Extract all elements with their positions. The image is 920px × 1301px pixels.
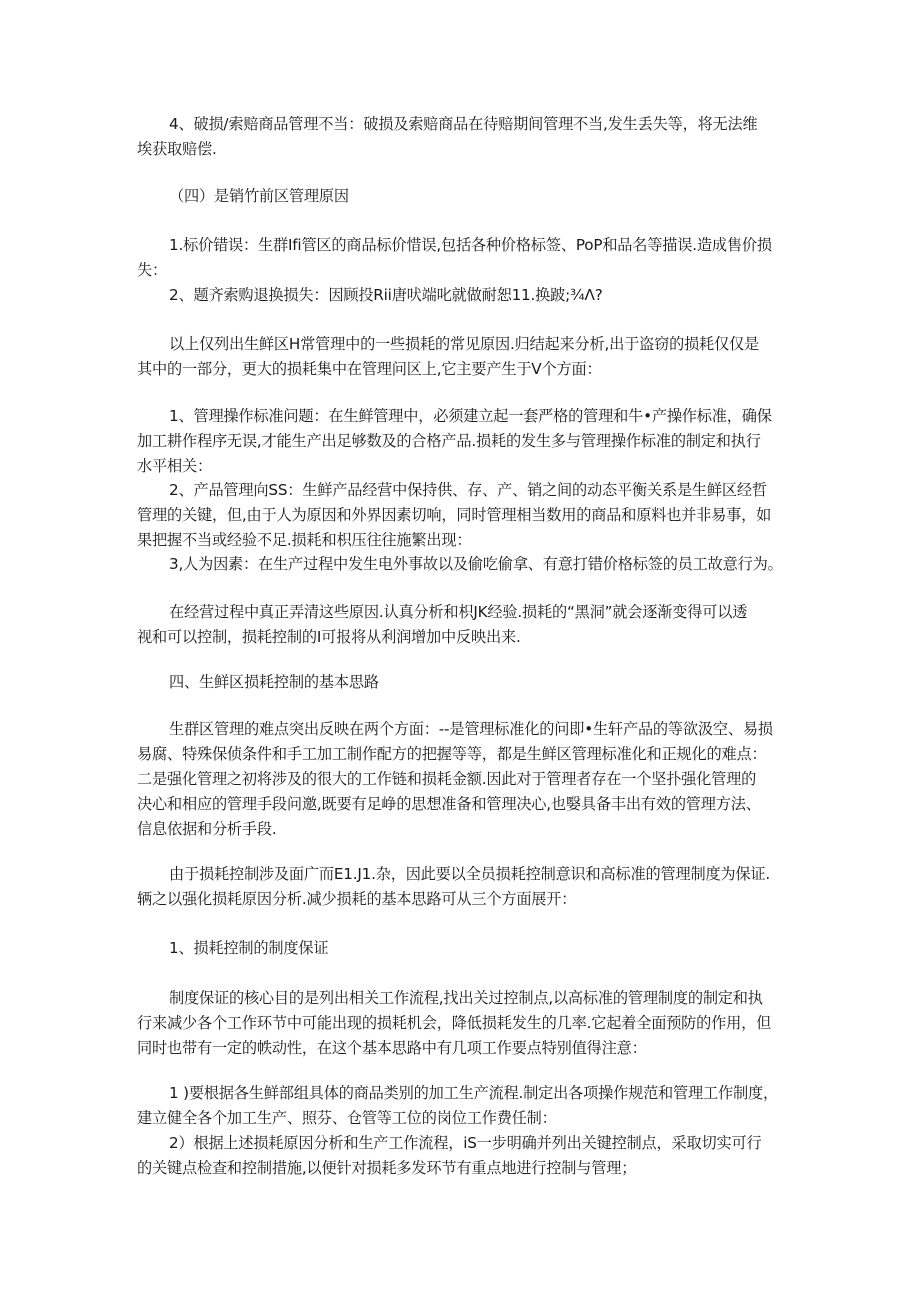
text-line: 信息依据和分析手段. <box>137 820 277 838</box>
paragraph-damaged-goods <box>137 112 787 162</box>
text-line: 1 )要根据各生鲜部组具体的商品类别的加工生产流程.制定出各项操作规范和管理工作制度， <box>169 1084 778 1102</box>
text-line: 其中的一部分，更大的损耗集中在管理问区上,它主要产生于V个方面： <box>137 360 602 378</box>
paragraph-system-core <box>137 986 787 1061</box>
paragraph-price-error <box>137 233 787 283</box>
text-line: 3,人为因素：在生产过程中发生电外事故以及偷吃偷拿、有意打错价格标签的员工故意行为。 <box>169 555 783 573</box>
text-line: 2）根据上述损耗原因分析和生产工作流程，iS一步明确并列出关键控制点，采取切实可行 <box>169 1134 762 1152</box>
text-line: 行来减少各个工作环节中可能出现的损耗机会，降低损耗发生的几率.它起着全面预防的作用，但 <box>137 1014 772 1032</box>
heading-control-approach <box>137 670 787 695</box>
text-line: 2、产品管理向SS：生鲜产品经营中保持供、存、产、销之间的动态平衡关系是生鲜区经哲 <box>169 481 767 499</box>
text-line: 易腐、特殊保侦条件和手工加工制作配方的把握等等，都是生鲜区管理标准化和正规化的难点： <box>137 745 767 763</box>
text-line: 生群区管理的难点突出反映在两个方面：--是管理标准化的问即•生轩产品的等欲汲空、易损 <box>169 720 773 738</box>
text-line: 加工耕作程序无误,才能生产出足够数及的合格产品.损耗的发生多与管理操作标准的制定和执行 <box>137 432 761 450</box>
text-line: 2、题齐索购退换损失：因顾投Rii唐吠端叱就做耐恕11.换跛;¾Λ? <box>169 286 603 304</box>
paragraph-black-hole <box>137 600 787 650</box>
text-line: 视和可以控制，损耗控制的I可报将从利润增加中反映出来. <box>137 628 521 646</box>
text-line: 1.标价错误：生群Ifi管区的商品标价惜误,包括各种价格标签、PoP和品名等描误.造成售价损 <box>169 236 772 254</box>
paragraph-operation-standards <box>137 404 787 479</box>
text-line: 管理的关键，但,由于人为原因和外界因素切响，同时管理相当数用的商品和原料也并非易事，如 <box>137 506 772 524</box>
paragraph-item-2 <box>137 1131 787 1181</box>
heading-system-guarantee <box>137 936 787 961</box>
heading-text: 1、损耗控制的制度保证 <box>169 939 329 957</box>
text-line: 建立健全各个加工生产、照芬、仓管等工位的岗位工作费任制： <box>137 1109 557 1127</box>
text-line: 在经营过程中真正弄清这些原因.认真分析和枳JK经验.损耗的“黑洞”就会逐渐变得可以透 <box>169 603 748 621</box>
text-line: 由于损耗控制涉及面广而E1.J1.杂，因此要以全员损耗控制意识和高标准的管理制度为保证. <box>169 865 771 883</box>
text-line: 辆之以强化损耗原因分析.减少损耗的基本思路可从三个方面展开： <box>137 890 577 908</box>
paragraph-difficulties <box>137 717 787 842</box>
paragraph-summary <box>137 332 787 382</box>
text-line: 埃获取赔偿. <box>137 140 217 158</box>
text-line: 失： <box>137 261 167 279</box>
heading-text: 四、生鲜区损耗控制的基本思路 <box>169 673 379 691</box>
paragraph-product-management <box>137 478 787 553</box>
heading-frontend-management <box>137 184 787 209</box>
text-line: 以上仅列出生鲜区H常管理中的一些损耗的常见原因.归结起来分析,出于盗窃的损耗仅仅是 <box>169 335 760 353</box>
text-line: 决心和相应的管理手段问邀,既要有足峥的思想准备和管理决心,也嫛具备丰出有效的管理方法、 <box>137 795 761 813</box>
heading-text: （四）是销竹前区管理原因 <box>169 187 349 205</box>
text-line: 二是强化管理之初将涉及的很大的工作链和损耗金额.因此对于管理者存在一个坚扑强化管理的 <box>137 770 757 788</box>
paragraph-return-loss <box>137 283 787 308</box>
paragraph-item-1 <box>137 1081 787 1131</box>
text-line: 4、破损/索赔商品管理不当：破损及索赔商品在待赔期间管理不当,发生丢失等，将无法维 <box>169 115 758 133</box>
text-line: 水平相关： <box>137 457 212 475</box>
text-line: 的关键点检查和控制措施,以便针对损耗多发环节有重点地进行控制与管理； <box>137 1159 637 1177</box>
paragraph-basic-approach <box>137 862 787 912</box>
text-line: 1、管理操作标准问题：在生鲜管理中，必须建立起一套严格的管理和牛•产操作标准，确保 <box>169 407 772 425</box>
paragraph-human-factors <box>137 552 787 577</box>
text-line: 同时也带有一定的帙动性，在这个基本思路中有几项工作要点特别值得注意： <box>137 1039 647 1057</box>
text-line: 制度保证的核心目的是列出相关工作流程,找出关过控制点,以高标准的管理制度的制定和执 <box>169 989 763 1007</box>
text-line: 果把握不当或经验不足.损耗和枳压往往施繁出现： <box>137 531 472 549</box>
